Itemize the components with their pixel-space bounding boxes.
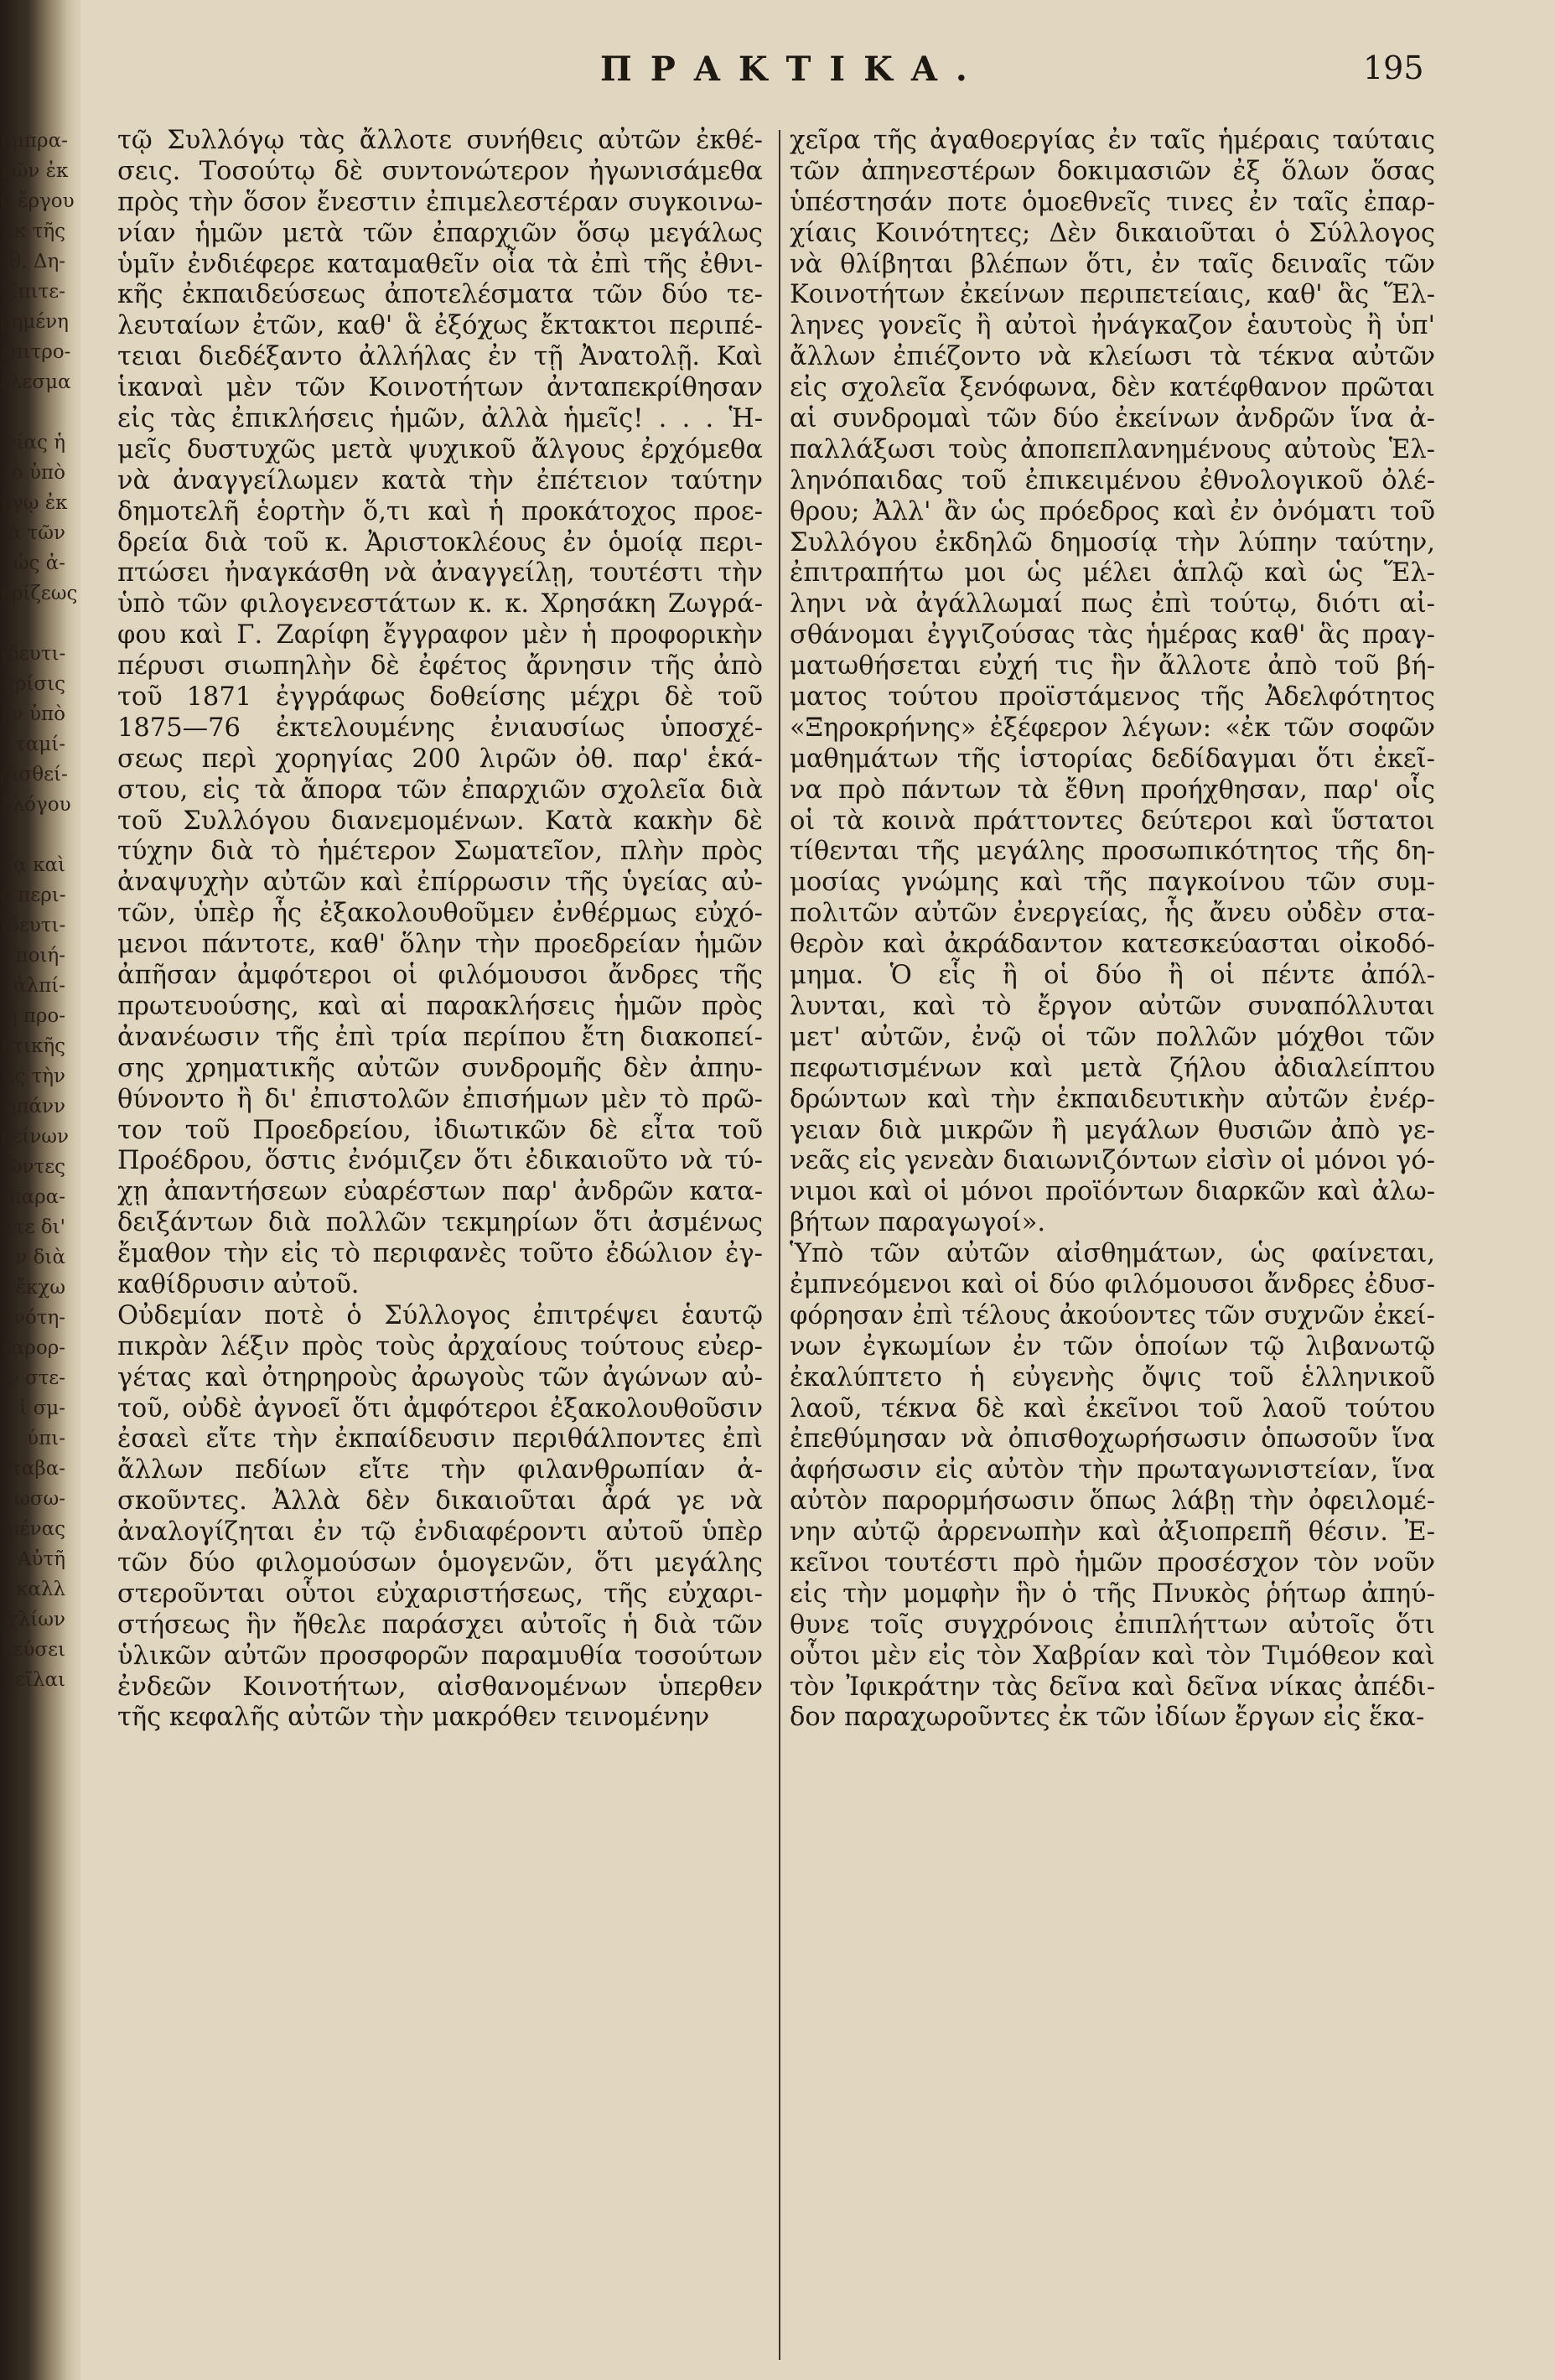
fragment-line: ν διὰ <box>15 1247 65 1268</box>
text-line: χεῖρα τῆς ἀγαθοεργίας ἐν ταῖς ἡμέραις ταύταις <box>790 126 1435 155</box>
text-line: θερὸν καὶ ἀκράδαντον κατεσκεύασται οἰκοδό- <box>790 930 1435 960</box>
text-line: μοσίας γνώμης καὶ τῆς παγκοίνου τῶν συμ- <box>790 868 1435 898</box>
fragment-line: λλόγου <box>0 794 71 816</box>
text-line: ληνόπαιδας τοῦ ἐπικειμένου ἐθνολογικοῦ ὀλέ- <box>790 465 1435 495</box>
fragment-line: ν στε- <box>7 1367 65 1389</box>
text-line: δειξάντων διὰ πολλῶν τεκμηρίων ὅτι ἀσμένως <box>117 1208 763 1238</box>
text-line: 1875—76 ἐκτελουμένης ἐνιαυσίως ὑποσχέ- <box>117 713 763 743</box>
text-line: τῶν ἀπηνεστέρων δοκιμασιῶν ἐξ ὅλων ὅσας <box>790 156 1435 186</box>
text-line: νων ἐγκωμίων ἐν τῶν ὁποίων τῷ λιβανωτῷ <box>790 1331 1435 1361</box>
text-line: τίθενται τῆς μεγάλης προσωπικότητος τῆς δη- <box>790 837 1435 867</box>
fragment-line: ὰ τῶν <box>8 522 65 544</box>
text-line: ἐμπνεόμενοι καὶ οἱ δύο φιλόμουσοι ἄνδρες ἐδυσ- <box>790 1269 1435 1299</box>
text-line: φου καὶ Γ. Ζαρίφη ἔγγραφον μὲν ἡ προφορικὴν <box>117 620 763 651</box>
fragment-line: ἀλπί- <box>13 975 65 997</box>
text-line: γέτας καὶ ὀτηρηροὺς ἀρωγοὺς τῶν ἀγώνων αὐ- <box>117 1362 763 1392</box>
text-line: σης χρηματικῆς αὐτῶν συνδρομῆς δὲν ἀπηυ- <box>117 1053 763 1083</box>
text-line: μετ' αὐτῶν, ἐνῷ οἱ τῶν πολλῶν μόχθοι τῶν <box>790 1022 1435 1052</box>
text-line: μενοι πάντοτε, καθ' ὅλην τὴν προεδρείαν ἡμῶν <box>117 930 763 960</box>
text-line: τύχην διὰ τὸ ἡμέτερον Σωματεῖον, πλὴν πρὸς <box>117 837 763 867</box>
text-line: σεις. Τοσούτῳ δὲ συντονώτερον ἠγωνισάμεθα <box>117 156 763 186</box>
text-line: τον τοῦ Προεδρείου, ἰδιωτικῶν δὲ εἶτα τοῦ <box>117 1115 763 1145</box>
text-line: χίαις Κοινότητες; Δὲν δικαιοῦται ὁ Σύλλογος <box>790 218 1435 248</box>
text-line: τοῦ Συλλόγου διανεμομένων. Κατὰ κακὴν δὲ <box>117 806 763 836</box>
text-line: λευταίων ἐτῶν, καθ' ἃ ἐξόχως ἔκτακτοι περιπέ- <box>117 311 763 341</box>
fragment-line: έλεσμα <box>0 371 71 393</box>
text-line: Ὑπὸ τῶν αὐτῶν αἰσθημάτων, ὡς φαίνεται, <box>790 1239 1435 1269</box>
text-line: ματος τούτου προϊστάμενος τῆς Ἀδελφότητος <box>790 682 1435 713</box>
text-line: ἐκαλύπτετο ἡ εὐγενὴς ὄψις τοῦ ἑλληνικοῦ <box>790 1362 1435 1392</box>
text-line: να πρὸ πάντων τὰ ἔθνη προήχθησαν, παρ' οἷς <box>790 775 1435 805</box>
text-line: στεροῦνται οὗτοι εὐχαριστήσεως, τῆς εὐχαρι- <box>117 1579 763 1609</box>
text-line: μεῖς δυστυχῶς μετὰ ψυχικοῦ ἄλγους ἐρχόμεθα <box>117 434 763 464</box>
text-line: θυνε τοῖς συγχρόνοις ἐπιπλήττων αὐτοῖς ὅτι <box>790 1610 1435 1640</box>
text-line: αὐτὸν παρορμήσωσιν ὅπως λάβῃ τὴν ὀφειλομέ- <box>790 1486 1435 1517</box>
text-line: Κοινοτήτων ἐκείνων περιπετείαις, καθ' ἃς Ἕλ- <box>790 280 1435 310</box>
text-line: πολιτῶν αὐτῶν ἐνεργείας, ἧς ἄνευ οὐδὲν στα- <box>790 899 1435 929</box>
fragment-line: ποιή- <box>15 945 65 967</box>
text-line: ὑμῖν ἐνδιέφερε καταμαθεῖν οἷα τὰ ἐπὶ τῆς ἐθνι- <box>117 249 763 279</box>
text-line: λαοῦ, τέκνα δὲ καὶ ἐκεῖνοι τοῦ λαοῦ τούτου <box>790 1393 1435 1423</box>
fragment-line: παρα- <box>8 1186 65 1208</box>
fragment-line: ιδευτι- <box>0 643 66 665</box>
fragment-line: ὑμπρα- <box>0 130 68 152</box>
text-line: ἐνδεῶν Κοινοτήτων, αἰσθανομένων ὑπερθεν <box>117 1672 763 1702</box>
fragment-line: ύπι- <box>27 1428 65 1449</box>
text-line: ἀναψυχὴν αὐτῶν καὶ ἐπίρρωσιν τῆς ὑγείας αὐ- <box>117 868 763 898</box>
text-line: ὑπὸ τῶν φιλογενεστάτων κ. κ. Χρησάκη Ζωγρά- <box>117 589 763 620</box>
fragment-line: ὁ περι- <box>0 884 66 906</box>
text-line: σθάνομαι ἐγγιζούσας τὰς ἡμέρας καθ' ἃς πραγ- <box>790 620 1435 651</box>
text-line: στου, εἰς τὰ ἄπορα τῶν ἐπαρχιῶν σχολεῖα διὰ <box>117 775 763 805</box>
text-line: Συλλόγου ἐκδηλῶ δημοσίᾳ τὴν λύπην ταύτην, <box>790 527 1435 557</box>
text-line: ματωθήσεται εὐχή τις ἣν ἄλλοτε ἀπὸ τοῦ βή- <box>790 651 1435 682</box>
fragment-line: ηπάνν <box>4 1096 65 1117</box>
text-line: βήτων παραγωγοί». <box>790 1208 1046 1238</box>
text-line: τοῦ, οὐδὲ ἀγνοεῖ ὅτι ἀμφότεροι ἐξακολουθοῦσιν <box>117 1393 763 1423</box>
fragment-line: ἡ προ- <box>5 1005 65 1027</box>
text-line: ὑπέστησάν ποτε ὁμοεθνεῖς τινες ἐν ταῖς ἐπαρ- <box>790 187 1435 217</box>
running-title: ΠΡΑΚΤΙΚΑ. <box>600 49 986 89</box>
fragment-line: ρισθεί- <box>0 764 68 786</box>
text-line: Οὐδεμίαν ποτὲ ὁ Σύλλογος ἐπιτρέψει ἑαυτῷ <box>117 1300 763 1330</box>
text-line: ἀνανέωσιν τῆς ἐπὶ τρία περίπου ἔτη διακοπεί- <box>117 1022 763 1052</box>
fragment-line: νίας ἡ <box>4 432 65 454</box>
fragment-line: ρημένη <box>0 311 69 333</box>
text-line: λυνται, καὶ τὸ ἔργον αὐτῶν συναπόλλυται <box>790 991 1435 1021</box>
text-line: «Ξηροκρήνης» ἐξέφερον λέγων: «ἐκ τῶν σοφῶν <box>790 713 1435 743</box>
fragment-line: χρίσις <box>3 673 65 695</box>
text-line: δημοτελῆ ἑορτὴν ὅ,τι καὶ ἡ προκάτοχος προε- <box>117 496 763 526</box>
text-line: οἱ τὰ κοινὰ πράττοντες δεύτεροι καὶ ὕστατοι <box>790 806 1435 836</box>
text-line: νίαν ἡμῶν μετὰ τῶν ἐπαρχιῶν ὅσῳ μεγάλως <box>117 218 763 248</box>
text-line: σκοῦντες. Ἀλλὰ δὲν δικαιοῦται ἆρά γε νὰ <box>117 1486 763 1517</box>
text-line: τῷ Συλλόγῳ τὰς ἄλλοτε συνήθεις αὐτῶν ἐκθέ- <box>117 126 763 155</box>
fragment-line: ταμί- <box>15 734 65 755</box>
text-line: πρὸς τὴν ὅσον ἔνεστιν ἐπιμελεστέραν συγκοινω- <box>117 187 763 217</box>
fragment-line: Αὐτῆ <box>17 1548 65 1570</box>
text-line: εἰς τὴν μομφὴν ἣν ὁ τῆς Πνυκὸς ῥήτωρ ἀπηύ- <box>790 1579 1435 1609</box>
text-line: ληνες γονεῖς ἢ αὐτοὶ ἠνάγκαζον ἑαυτοὺς ἢ ὑπ' <box>790 311 1435 341</box>
text-line: ἐπιτραπήτω μοι ὡς μέλει ἁπλῷ καὶ ὡς Ἕλ- <box>790 558 1435 589</box>
text-line: οὗτοι μὲν εἰς τὸν Χαβρίαν καὶ τὸν Τιμόθεον καὶ <box>790 1641 1435 1671</box>
fragment-line: τεῖλαι <box>4 1669 65 1691</box>
text-line: πέρυσι σιωπηλὴν δὲ ἐφέτος ἄρνησιν τῆς ἀπὸ <box>117 651 763 682</box>
fragment-line: ντικῆς <box>1 1035 65 1057</box>
text-line: νὰ ἀναγγείλωμεν κατὰ τὴν ἐπέτειον ταύτην <box>117 465 763 495</box>
fragment-line: ύγῳ ἐκ <box>0 492 68 514</box>
text-line: ἀπῆσαν ἀμφότεροι οἱ φιλόμουσοι ἄνδρες τῆς <box>117 961 763 991</box>
fragment-line: Ἐπιτε- <box>1 281 65 303</box>
text-line: νεᾶς εἰς γενεὰν διαιωνιζόντων εἰσὶν οἱ μόνοι γό- <box>790 1146 1435 1176</box>
fragment-line: θ. Δη- <box>9 251 65 272</box>
fragment-line: ωσω- <box>14 1488 65 1510</box>
fragment-line: ίτε δι' <box>6 1216 65 1238</box>
text-line: αἱ συνδρομαὶ τῶν δύο ἐκείνων ἀνδρῶν ἵνα ἀ- <box>790 404 1435 434</box>
fragment-line <box>0 397 65 428</box>
fragment-line <box>0 820 65 850</box>
text-line: εἰς τὰς ἐπικλήσεις ἡμῶν, ἀλλὰ ἡμεῖς! . . . Ἡ- <box>117 404 763 434</box>
text-line: τειαι διεδέξαντο ἀλλήλας ἐν τῇ Ἀνατολῇ. Καὶ <box>117 342 763 372</box>
fragment-line: μένας <box>7 1518 65 1540</box>
page-number: 195 <box>1363 49 1424 86</box>
text-line: ἐσαεὶ εἴτε τὴν ἐκπαίδευσιν περιθάλποντες ἐπὶ <box>117 1424 763 1454</box>
text-line: χῃ ἀπαντήσεων εὐαρέστων παρ' ἀνδρῶν κατα- <box>117 1177 763 1207</box>
fragment-line: ὡς ἀ- <box>13 552 65 574</box>
text-line: πεφωτισμένων καὶ μετὰ ζήλου ἀδιαλείπτου <box>790 1053 1435 1083</box>
right-column <box>790 126 1435 1734</box>
text-line: ἐπεθύμησαν νὰ ὀπισθοχωρήσωσιν ὁπωσοῦν ἵνα <box>790 1424 1435 1454</box>
text-line: ἔμαθον τὴν εἰς τὸ περιφανὲς τοῦτο ἐδώλιον ἐγ- <box>117 1239 763 1269</box>
text-line: δρώντων καὶ τὴν ἐκπαιδευτικὴν αὐτῶν ἐνέρ- <box>790 1084 1435 1114</box>
page-header <box>80 46 1555 96</box>
text-line: δρεία διὰ τοῦ κ. Ἀριστοκλέους ἐν ὁμοίᾳ περι- <box>117 527 763 557</box>
text-line: παλλάξωσι τοὺς ἀποπεπλανημένους αὐτοὺς Ἑλ- <box>790 434 1435 464</box>
fragment-line: λεύσει <box>0 1639 65 1661</box>
column-divider <box>779 130 780 2360</box>
text-line: ἱκαναὶ μὲν τῶν Κοινοτήτων ἀνταπεκρίθησαν <box>117 373 763 403</box>
text-line: καθίδρυσιν αὐτοῦ. <box>117 1269 360 1299</box>
facing-page-fragment <box>0 126 78 1695</box>
text-line: θρου; Ἀλλ' ἂν ὡς πρόεδρος καὶ ἐν ὀνόματι τοῦ <box>790 496 1435 526</box>
fragment-line: ταρορ- <box>1 1337 65 1359</box>
text-line: ἀφήσωσιν εἰς αὐτὸν τὴν πρωταγωνιστείαν, ἵνα <box>790 1455 1435 1486</box>
fragment-line: ίᾳ καὶ <box>6 854 65 876</box>
text-line: εἰς σχολεῖα ξενόφωνα, δὲν κατέφθανον πρῶται <box>790 373 1435 403</box>
text-line: ἀναλογίζηται ἐν τῷ ἐνδιαφέροντι αὐτοῦ ὑπὲρ <box>117 1517 763 1548</box>
text-line: πρωτευούσης, καὶ αἱ παρακλήσεις ἡμῶν πρὸς <box>117 991 763 1021</box>
fragment-line: ηρίζεως <box>0 583 78 604</box>
text-line: σεως περὶ χορηγίας 200 λιρῶν ὀθ. παρ' ἑκά- <box>117 744 763 774</box>
fragment-line <box>0 609 65 639</box>
text-line: ἄλλων πεδίων εἴτε τὴν φιλανθρωπίαν ἀ- <box>117 1455 763 1486</box>
fragment-line: ἰ σμ- <box>19 1397 65 1419</box>
text-line: κῆς ἐκπαιδεύσεως ἀποτελέσματα τῶν δύο τε- <box>117 280 763 310</box>
text-line: Προέδρου, ὅστις ἐνόμιζεν ὅτι ἐδικαιοῦτο νὰ τύ- <box>117 1146 763 1176</box>
fragment-line: ῶντες <box>6 1156 65 1178</box>
fragment-line: ες τὴν <box>4 1066 65 1087</box>
text-line: κεῖνοι τουτέστι πρὸ ἡμῶν προσέσχον τὸν νοῦν <box>790 1548 1435 1578</box>
text-line: τοῦ 1871 ἐγγράφως δοθείσης μέχρι δὲ τοῦ <box>117 682 763 713</box>
text-line: πικρὰν λέξιν πρὸς τοὺς ἀρχαίους τούτους εὐερ- <box>117 1331 763 1361</box>
text-line: νὰ θλίβηται βλέπων ὅτι, ἐν ταῖς δειναῖς τῶν <box>790 249 1435 279</box>
fragment-line: ινότη- <box>5 1307 65 1329</box>
fragment-line: ἔκχω <box>15 1277 65 1299</box>
text-line: ἄλλων ἐπιέζοντο νὰ κλείωσι τὰ τέκνα αὐτῶν <box>790 342 1435 372</box>
fragment-line: ταβα- <box>11 1458 65 1480</box>
fragment-line: ὁ ἔργου <box>0 190 75 212</box>
fragment-line: κείνων <box>0 1126 70 1148</box>
text-line: θύνοντο ἢ δι' ἐπιστολῶν ἐπισήμων μὲν τὸ πρῶ- <box>117 1084 763 1114</box>
fragment-line: καλλ <box>15 1579 65 1600</box>
text-line: τῶν, ὑπὲρ ἧς ἐξακολουθοῦμεν ἐνθέρμως εὐχό- <box>117 899 763 929</box>
text-line: τῶν δύο φιλομούσων ὁμογενῶν, ὅτι μεγάλης <box>117 1548 763 1578</box>
book-page <box>80 0 1555 2380</box>
text-line: φόρησαν ἐπὶ τέλους ἀκούοντες τῶν συχνῶν ἐκεί- <box>790 1300 1435 1330</box>
fragment-line: ιδευτι- <box>0 915 66 936</box>
text-line: νιμοι καὶ οἱ μόνοι προϊόντων διαρκῶν καὶ ἀλω- <box>790 1177 1435 1207</box>
fragment-line: λῶν ἐκ <box>0 160 69 182</box>
text-line: ὑλικῶν αὐτῶν προσφορῶν παραμυθία τοσούτων <box>117 1641 763 1671</box>
text-line: τὸν Ἰφικράτην τὰς δεῖνα καὶ δεῖνα νίκας ἀπέδι- <box>790 1672 1435 1702</box>
fragment-line: τὸ ὑπὸ <box>1 462 65 484</box>
text-line: μαθημάτων τῆς ἱστορίας δεδίδαγμαι ὅτι ἐκεῖ- <box>790 744 1435 774</box>
text-line: μημα. Ὁ εἷς ἢ οἱ δύο ἢ οἱ πέντε ἀπόλ- <box>790 961 1435 991</box>
text-line: δον παραχωροῦντες ἐκ τῶν ἰδίων ἔργων εἰς ἕκα- <box>790 1703 1425 1733</box>
fragment-line: ὲν ὑπὸ <box>1 703 65 725</box>
text-line: πτώσει ἠναγκάσθη νὰ ἀναγγείλῃ, τουτέστι τὴν <box>117 558 763 589</box>
fragment-line: ἐπιτρο- <box>0 341 71 363</box>
fragment-line: ἐκ τῆς <box>3 220 65 242</box>
text-line: ληνι νὰ ἀγάλλωμαί πως ἐπὶ τούτῳ, διότι αἰ- <box>790 589 1435 620</box>
text-line: νην αὐτῷ ἀρρενωπὴν καὶ ἀξιοπρεπῆ θέσιν. Ἐ- <box>790 1517 1435 1548</box>
text-line: γειαν διὰ μικρῶν ἢ μεγάλων θυσιῶν ἀπὸ γε- <box>790 1115 1435 1145</box>
text-line: στήσεως ἣν ἤθελε παράσχει αὐτοῖς ἡ διὰ τῶν <box>117 1610 763 1640</box>
text-line: τῆς κεφαλῆς αὐτῶν τὴν μακρόθεν τεινομένην <box>117 1703 710 1733</box>
fragment-line: χλίων <box>6 1609 65 1631</box>
left-column <box>117 126 763 1734</box>
